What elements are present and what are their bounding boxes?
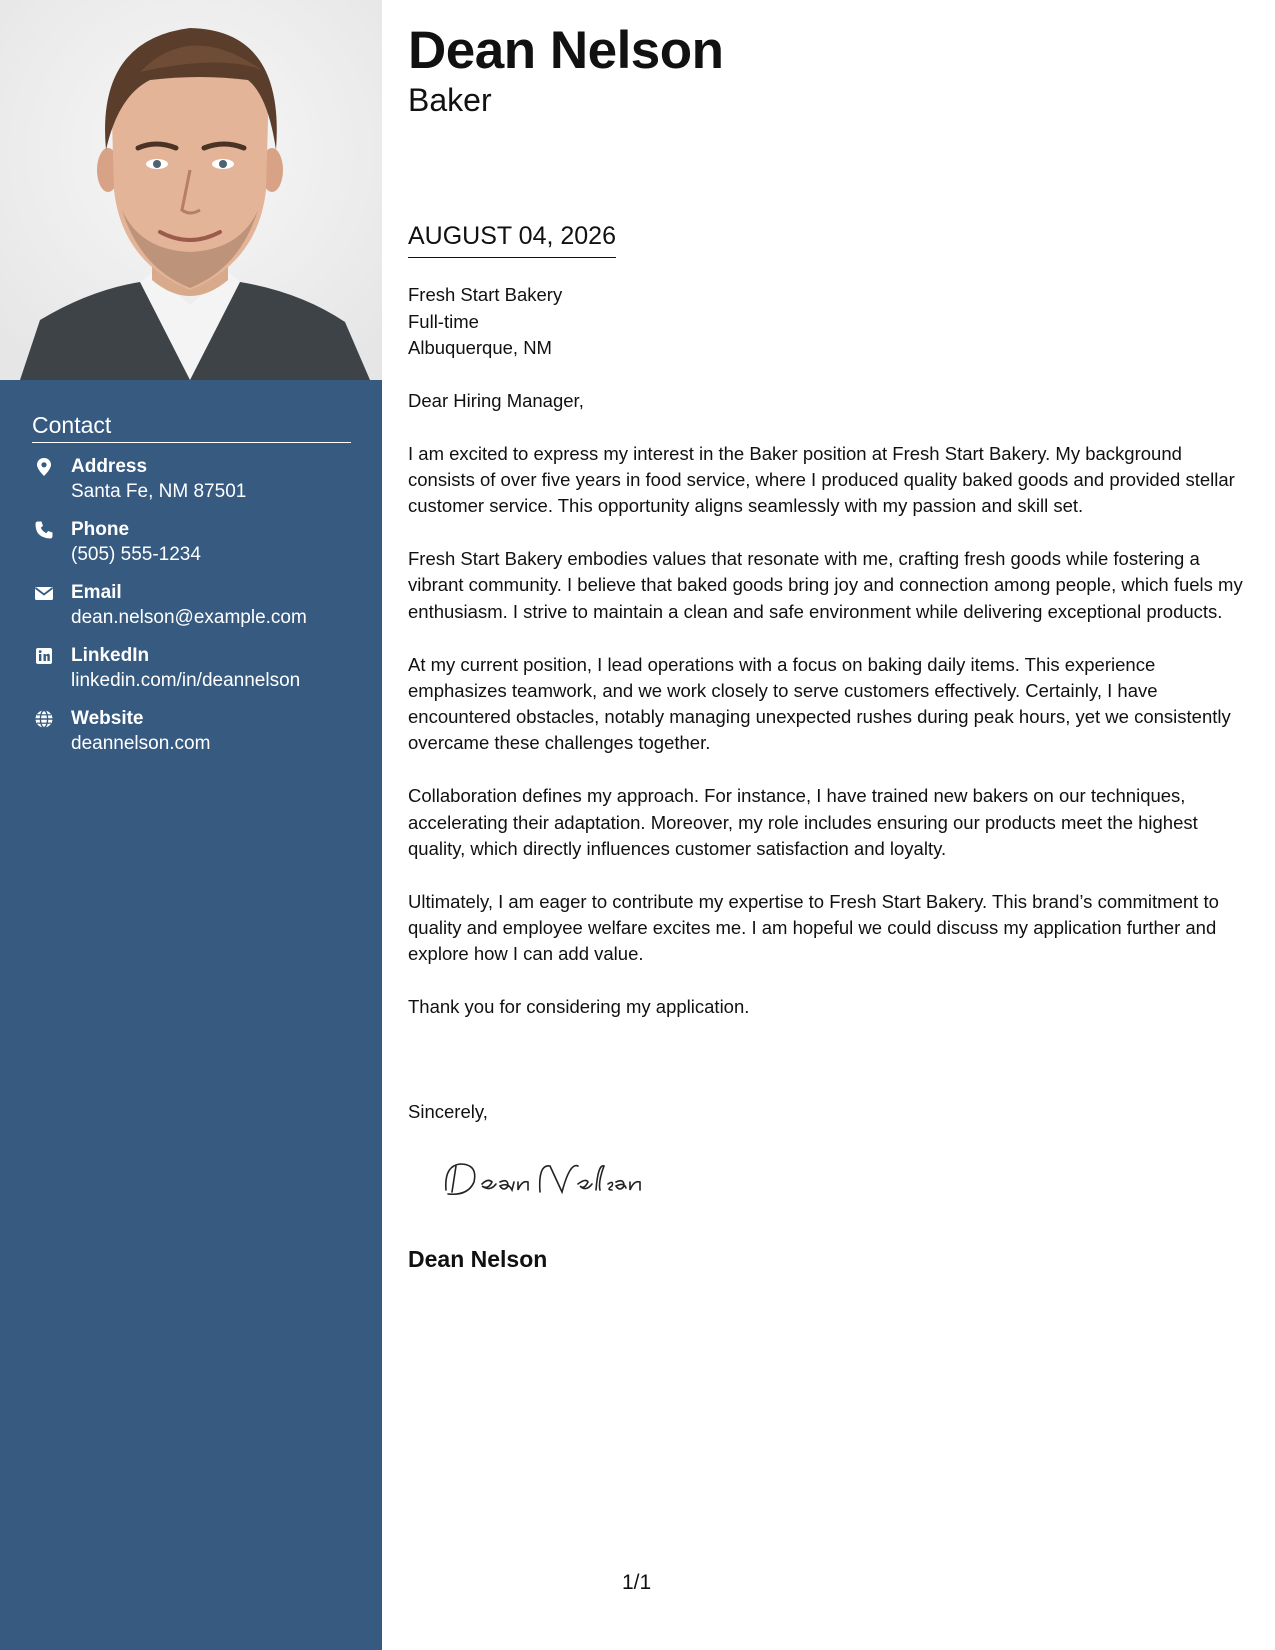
contact-email: [32, 581, 351, 644]
letter-body: [408, 388, 1250, 1047]
contact-linkedin: [32, 644, 351, 707]
recipient-block: [408, 282, 562, 362]
body-paragraph: Collaboration defines my approach. For instance, I have trained new bakers on our techniques, accelerating their adaptation. Moreover, my role includes ensuring our products meet the highest quality, which directly influences customer satisfaction and loyalty.: [408, 785, 1198, 859]
envelope-icon: [34, 583, 54, 603]
contact-value: (505) 555-1234: [71, 544, 201, 565]
contact-value: Santa Fe, NM 87501: [71, 481, 247, 502]
contact-phone: [32, 518, 351, 581]
contact-label: Phone: [71, 519, 130, 540]
linkedin-icon: [34, 646, 54, 666]
globe-icon: [34, 709, 54, 729]
signature: [438, 1152, 648, 1204]
phone-icon: [34, 520, 54, 540]
applicant-role: Baker: [408, 82, 492, 118]
contact-section: [32, 412, 351, 770]
salutation: Dear Hiring Manager,: [408, 390, 584, 411]
sidebar: [0, 0, 382, 1650]
closing: Sincerely,: [408, 1101, 488, 1122]
letter-date: AUGUST 04, 2026: [408, 222, 616, 258]
body-paragraph: I am excited to express my interest in the Baker position at Fresh Start Bakery. My background consists of over five years in food service, where I produced quality baked goods and provided stellar customer service. This opportunity aligns seamlessly with my passion and skill set.: [408, 442, 1235, 517]
contact-value: deannelson.com: [71, 733, 211, 754]
contact-value: dean.nelson@example.com: [71, 607, 307, 628]
profile-photo: [0, 0, 382, 380]
contact-website: [32, 707, 351, 770]
body-paragraph: Fresh Start Bakery embodies values that resonate with me, crafting fresh goods while fostering a vibrant community. I believe that baked goods bring joy and connection among people, which fuels my enthusiasm. I strive to maintain a clean and safe environment while delivering exceptional products.: [408, 548, 1243, 622]
contact-label: Email: [71, 582, 122, 603]
recipient-location: Albuquerque, NM: [408, 337, 552, 358]
page-number: 1/1: [622, 1571, 652, 1594]
contact-label: Address: [71, 456, 148, 477]
signed-name: Dean Nelson: [408, 1246, 548, 1272]
body-paragraph: At my current position, I lead operations with a focus on baking daily items. This experience emphasizes teamwork, and we work closely to serve customers effectively. Certainly, I have encountered obstacles, notably managing unexpected rushes during peak hours, yet we consistently overcame these challenges together.: [408, 653, 1231, 754]
contact-label: Website: [71, 708, 144, 729]
contact-value: linkedin.com/in/deannelson: [71, 670, 301, 691]
body-paragraph: Ultimately, I am eager to contribute my expertise to Fresh Start Bakery. This brand’s commitment to quality and employee welfare excites me. I am hopeful we could discuss my application further and explore how I can add value.: [408, 890, 1219, 965]
applicant-name: Dean Nelson: [408, 21, 724, 80]
contact-address: [32, 455, 351, 518]
contact-title: Contact: [32, 412, 351, 443]
location-pin-icon: [34, 457, 54, 477]
recipient-employment-type: Full-time: [408, 310, 479, 332]
contact-label: LinkedIn: [71, 645, 150, 666]
recipient-company: Fresh Start Bakery: [408, 284, 563, 305]
body-paragraph: Thank you for considering my application.: [408, 996, 750, 1018]
